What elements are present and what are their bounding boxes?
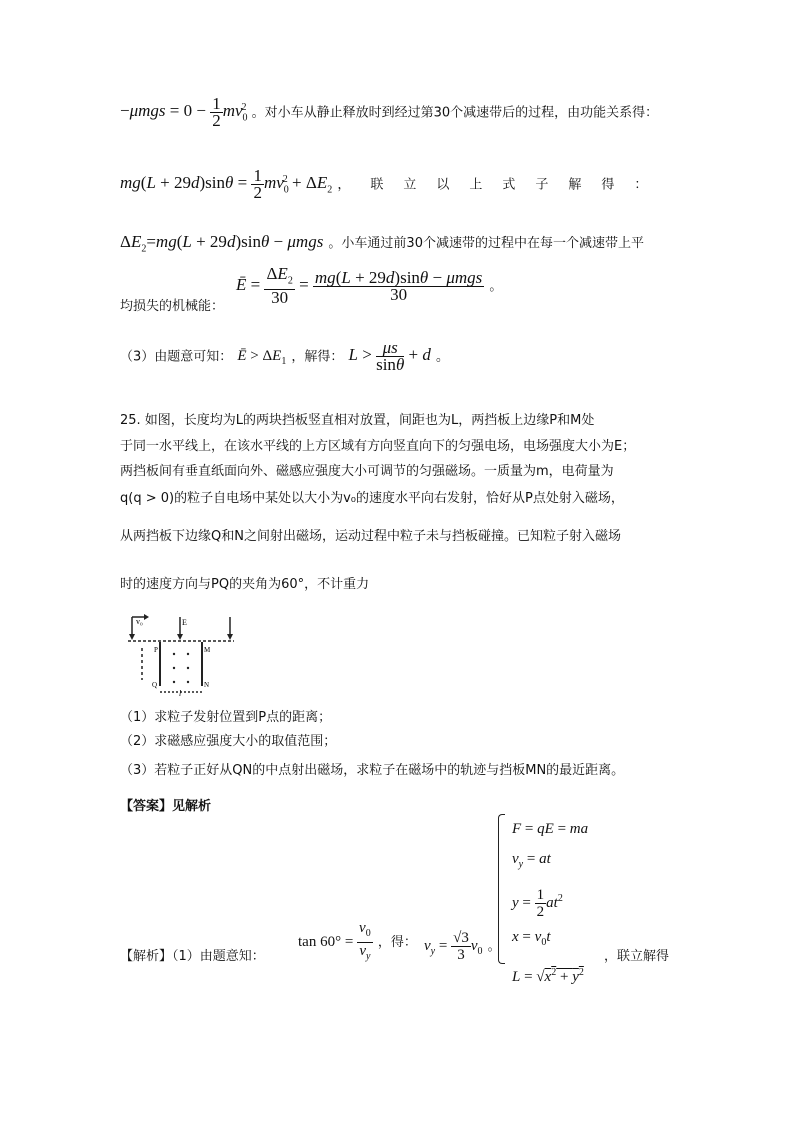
problem25-line-1: 25. 如图，长度均为L的两块挡板竖直相对放置，间距也为L，两挡板上边缘P和M处: [120, 413, 595, 428]
line3-text: 。小车通过前30个减速带的过程中在每一个减速带上平: [328, 236, 644, 251]
svg-text:E: E: [182, 618, 187, 627]
formula-delta-e2: $\Delta E_2=mg(L + 29d)\sin\theta - \mu mgs$: [120, 232, 324, 255]
system-eq-4: $x = v_0t$: [512, 929, 551, 948]
problem25-line-3: 两挡板间有垂直纸面向外、磁感应强度大小可调节的匀强磁场。一质量为m，电荷量为: [120, 464, 614, 479]
formula-average-energy: Ē = $\frac{\Delta E_2}{30}$ = $\frac{\text{mg(L + 29d)sinθ − μmgs}}{30}$ 。: [236, 264, 503, 308]
question-1: （1）求粒子发射位置到P点的距离；: [120, 710, 332, 725]
system-eq-3: y = $\frac{1}{2}$ $at^2$: [512, 887, 563, 921]
svg-text:M: M: [204, 646, 211, 654]
formula-energy-loss: −μmgs = 0 − $\frac{1}{2}$ $mv_0^2$: [120, 94, 248, 130]
equation-line-5: （3）由题意可知： Ē > $\Delta E_1$ ，解得： L > $\frac{\mu s}{\sin\theta}$ + d 。: [120, 338, 449, 374]
system-eq-5: $L = √x^2 + y^2$: [512, 967, 584, 985]
solution-end: ，联立解得: [604, 949, 670, 964]
svg-text:v₀: v₀: [136, 617, 143, 626]
equation-line-1: [120, 96, 658, 129]
line2-text: ，联立以上式子解得：: [337, 177, 668, 193]
formula-work-energy: mg(L + 29d)sinθ = $\frac{1}{2}$ $mv_0^2 + \Delta E_2$: [120, 166, 333, 202]
system-eq-1: F = qE = ma: [512, 821, 589, 837]
formula-compare: Ē > $\Delta E_1$: [237, 348, 287, 368]
field-diagram: [122, 612, 240, 700]
solution-prefix: 【解析】（1）由题意知：: [120, 949, 265, 964]
svg-text:Q: Q: [152, 681, 158, 689]
system-brace: [498, 814, 505, 964]
problem25-line-5: 从两挡板下边缘Q和N之间射出磁场，运动过程中粒子未与挡板碰撞。已知粒子射入磁场: [120, 529, 621, 544]
question-2: （2）求磁感应强度大小的取值范围；: [120, 734, 337, 749]
formula-tan60: tan 60° = $\frac{v_0}{v_y}$ ，得：: [298, 920, 417, 962]
equation-line-3: [120, 232, 644, 254]
problem25-line-2: 于同一水平线上，在该水平线的上方区域有方向竖直向下的匀强电场，电场强度大小为E；: [120, 439, 636, 454]
question-3: （3）若粒子正好从QN的中点射出磁场，求粒子在磁场中的轨迹与挡板MN的最近距离。: [120, 763, 625, 778]
formula-result-l: L > $\frac{\mu s}{\sin\theta}$ + d: [348, 338, 431, 374]
line4-text: 均损失的机械能：: [120, 299, 225, 314]
line1-text: 。对小车从静止释放时到经过第30个减速带后的过程，由功能关系得：: [251, 105, 659, 121]
svg-text:N: N: [204, 681, 210, 689]
line5-mid: ，解得：: [291, 349, 344, 365]
problem25-line-4: q(q > 0)的粒子自电场中某处以大小为v₀的速度水平向右发射，恰好从P点处射入磁场，: [120, 491, 624, 506]
svg-text:l: l: [179, 689, 182, 698]
equation-system: [512, 814, 588, 992]
line5-prefix: （3）由题意可知：: [120, 349, 233, 365]
answer-label: 【答案】见解析: [120, 799, 212, 814]
equation-line-2: [120, 168, 667, 201]
formula-vy: $v_y$ = $\frac{√3}{3}$ $v_0$ 。: [424, 930, 501, 963]
svg-text:P: P: [154, 646, 158, 654]
problem25-line-6: 时的速度方向与PQ的夹角为60°，不计重力: [120, 577, 370, 592]
system-eq-2: $v_y$ = at: [512, 851, 551, 870]
